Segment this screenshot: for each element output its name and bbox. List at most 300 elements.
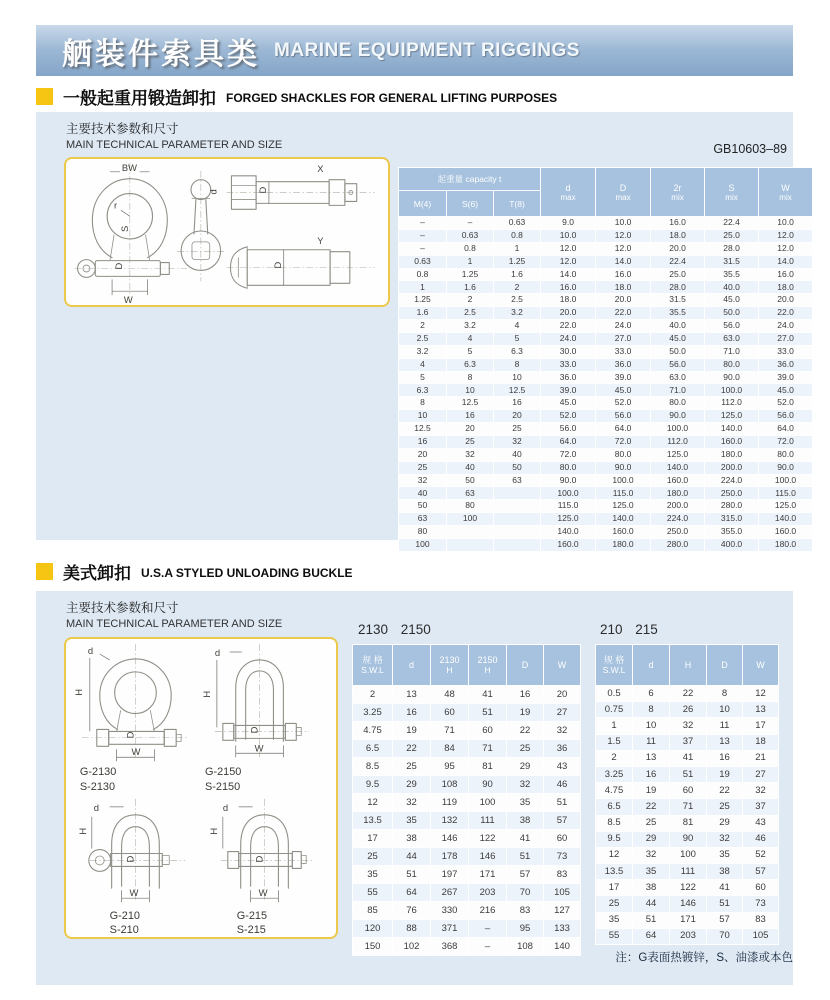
table-cell: 1: [494, 242, 541, 255]
table-cell: 37: [670, 734, 707, 750]
table-cell: 20.0: [541, 307, 596, 320]
table-cell: –: [399, 242, 447, 255]
table-cell: 100.0: [651, 423, 705, 436]
table-cell: 44: [393, 848, 431, 866]
surface-finish-note: 注：G表面热镀锌，S、油漆或本色: [615, 952, 793, 964]
table-cell: 13: [707, 734, 743, 750]
table-cell: 180.0: [596, 538, 651, 551]
table-cell: [447, 526, 494, 539]
table-cell: 31.5: [651, 294, 705, 307]
model-label: S-2150: [204, 780, 241, 793]
table-cell: 31.5: [705, 255, 759, 268]
table-cell: 0.8: [399, 268, 447, 281]
table-cell: 280.0: [705, 500, 759, 513]
table-cell: 55: [353, 884, 393, 902]
table-cell: 32: [544, 722, 581, 740]
table-cell: 6: [633, 686, 670, 702]
table3-header: [596, 645, 779, 686]
table-cell: 51: [393, 866, 431, 884]
banner-title-zh: 舾装件索具类: [62, 37, 260, 71]
standard-code: GB10603–89: [713, 142, 787, 156]
table-cell: 35.5: [651, 307, 705, 320]
table-cell: 315.0: [705, 513, 759, 526]
table1-body: [399, 217, 813, 552]
table-cell: 20: [399, 448, 447, 461]
table-cell: 100: [399, 538, 447, 551]
dim-label-x: X: [317, 163, 324, 174]
bolt-x-view: [227, 164, 375, 209]
table-cell: 84: [431, 740, 469, 758]
bow-shackle-front-view: [75, 163, 187, 305]
table-cell: 90.0: [705, 371, 759, 384]
table-row: [596, 928, 779, 944]
table-row: [399, 500, 813, 513]
table-cell: 12.0: [541, 255, 596, 268]
table-cell: 125.0: [759, 500, 813, 513]
table-cell: 71.0: [651, 384, 705, 397]
table-cell: 24.0: [596, 320, 651, 333]
table-row: [399, 320, 813, 333]
table-cell: 8.5: [596, 815, 633, 831]
table-cell: 20.0: [759, 294, 813, 307]
table-cell: 50.0: [651, 345, 705, 358]
table-row: [596, 750, 779, 766]
table2-body: [353, 686, 581, 956]
table-cell: 102: [393, 938, 431, 956]
table-cell: 16: [507, 686, 544, 704]
table-cell: 216: [469, 902, 507, 920]
col-header-H: H: [670, 645, 707, 686]
table-cell: 280.0: [651, 538, 705, 551]
dim-label-w: W: [254, 742, 264, 754]
section2-param-block: [66, 598, 282, 630]
dim-label-dia: D: [253, 855, 265, 863]
table-cell: 22: [707, 783, 743, 799]
table-cell: 21: [743, 750, 779, 766]
model-label: G-215: [236, 910, 268, 923]
table-cell: 32: [494, 435, 541, 448]
table-row: [399, 474, 813, 487]
table-cell: 13.5: [596, 864, 633, 880]
table-cell: 3.25: [353, 704, 393, 722]
table-row: [596, 702, 779, 718]
table-cell: 51: [707, 896, 743, 912]
table-cell: 37: [743, 799, 779, 815]
table-row: [596, 815, 779, 831]
table-cell: 160.0: [705, 435, 759, 448]
table-cell: 9.5: [353, 776, 393, 794]
table-cell: 133: [544, 920, 581, 938]
table-cell: 100.0: [759, 474, 813, 487]
table-cell: 19: [393, 722, 431, 740]
table-cell: 26: [670, 702, 707, 718]
table-cell: 14.0: [541, 268, 596, 281]
table-cell: 12.0: [596, 242, 651, 255]
table-cell: 39.0: [759, 371, 813, 384]
table-cell: 72.0: [759, 435, 813, 448]
table-cell: 25: [633, 815, 670, 831]
table2-header: [353, 645, 581, 686]
table-cell: 13.5: [353, 812, 393, 830]
table-row: [399, 371, 813, 384]
dim-label-s: S: [119, 225, 130, 232]
table-cell: 38: [507, 812, 544, 830]
table-cell: 5: [494, 332, 541, 345]
table-cell: 35: [353, 866, 393, 884]
table-cell: 18.0: [596, 281, 651, 294]
table-row: [596, 896, 779, 912]
table-cell: 35: [596, 912, 633, 928]
table-cell: 16.0: [651, 217, 705, 230]
table-cell: 140.0: [705, 423, 759, 436]
col-header-swl: 规 格 S.W.L: [353, 645, 393, 686]
table-cell: 51: [633, 912, 670, 928]
table-row: [399, 384, 813, 397]
section1-title-zh: 一般起重用锻造卸扣: [63, 89, 216, 108]
table-cell: 85: [353, 902, 393, 920]
dim-label-w: W: [258, 887, 268, 899]
table-cell: 29: [633, 831, 670, 847]
section2-drawing-box: [64, 637, 338, 939]
table-cell: 16: [447, 410, 494, 423]
table-row: [399, 423, 813, 436]
table-row: [399, 281, 813, 294]
table-cell: 57: [707, 912, 743, 928]
table-row: [399, 461, 813, 474]
table-cell: 12: [596, 847, 633, 863]
table-cell: 4: [399, 358, 447, 371]
dim-label-d-pin: d: [208, 189, 219, 195]
table-cell: 17: [353, 830, 393, 848]
table-cell: 13: [743, 702, 779, 718]
table-cell: 25: [507, 740, 544, 758]
table-cell: 8: [707, 686, 743, 702]
table-row: [353, 902, 581, 920]
table-cell: 25: [393, 758, 431, 776]
model-label: G-210: [109, 910, 140, 923]
table-cell: 80.0: [596, 448, 651, 461]
table-cell: 12: [743, 686, 779, 702]
table-cell: 40.0: [651, 320, 705, 333]
table-cell: 1.6: [494, 268, 541, 281]
table-a-caption: 2130 2150: [358, 622, 431, 637]
table-cell: 0.63: [447, 229, 494, 242]
table-row: [353, 848, 581, 866]
table-cell: 60: [743, 880, 779, 896]
table-cell: 46: [544, 776, 581, 794]
table-row: [399, 345, 813, 358]
table-cell: 197: [431, 866, 469, 884]
table-cell: –: [399, 229, 447, 242]
table-cell: 56.0: [759, 410, 813, 423]
table-b-caption: 210 215: [600, 622, 658, 637]
table-row: [596, 718, 779, 734]
table-cell: 100: [469, 794, 507, 812]
table-cell: 112.0: [651, 435, 705, 448]
table-cell: 73: [743, 896, 779, 912]
table-cell: 2: [353, 686, 393, 704]
table-cell: 22.0: [541, 320, 596, 333]
table-cell: 27.0: [596, 332, 651, 345]
table-cell: 64.0: [759, 423, 813, 436]
table-cell: 13: [393, 686, 431, 704]
table-cell: 18: [743, 734, 779, 750]
table-cell: 71: [431, 722, 469, 740]
table-cell: 400.0: [705, 538, 759, 551]
table-cell: 28.0: [651, 281, 705, 294]
table-cell: 100: [447, 513, 494, 526]
table-cell: 22.0: [759, 307, 813, 320]
dim-label-w: W: [129, 887, 139, 899]
table-row: [353, 920, 581, 938]
table-cell: 29: [507, 758, 544, 776]
table-cell: 32: [743, 783, 779, 799]
table-row: [596, 880, 779, 896]
table-cell: 2.5: [447, 307, 494, 320]
table-cell: 16: [393, 704, 431, 722]
table-cell: 35: [393, 812, 431, 830]
table-row: [353, 866, 581, 884]
table-cell: 90.0: [596, 461, 651, 474]
table-cell: 41: [507, 830, 544, 848]
table-cell: [494, 500, 541, 513]
table-row: [353, 812, 581, 830]
usa-shackle-table-2130-2150: [352, 644, 581, 956]
table-row: [596, 799, 779, 815]
table-row: [399, 513, 813, 526]
table-cell: 83: [544, 866, 581, 884]
table-cell: 10: [633, 718, 670, 734]
table-cell: 43: [544, 758, 581, 776]
table-cell: 40: [447, 461, 494, 474]
table-cell: 10: [707, 702, 743, 718]
page-banner: [36, 25, 793, 76]
table-cell: 4: [494, 320, 541, 333]
table-cell: 111: [469, 812, 507, 830]
table-cell: 48: [431, 686, 469, 704]
table-cell: 33.0: [541, 358, 596, 371]
table-row: [596, 686, 779, 702]
table-cell: 40: [494, 448, 541, 461]
table-cell: 25: [596, 896, 633, 912]
dim-label-d: d: [214, 646, 221, 658]
table-cell: 12.0: [759, 229, 813, 242]
table-cell: 20.0: [596, 294, 651, 307]
table3-body: [596, 686, 779, 945]
table-cell: 80.0: [651, 397, 705, 410]
table-row: [596, 783, 779, 799]
table-cell: 63.0: [705, 332, 759, 345]
table-row: [399, 435, 813, 448]
table-cell: 0.5: [596, 686, 633, 702]
table-cell: 52.0: [596, 397, 651, 410]
table-cell: 25: [494, 423, 541, 436]
table-cell: 19: [707, 766, 743, 782]
dim-label-w: W: [123, 295, 133, 305]
table-cell: 2.5: [399, 332, 447, 345]
table-cell: 1.5: [596, 734, 633, 750]
table-row: [596, 912, 779, 928]
table-cell: 119: [431, 794, 469, 812]
table-row: [353, 776, 581, 794]
table-cell: 108: [507, 938, 544, 956]
param-title-zh: 主要技术参数和尺寸: [66, 122, 179, 136]
table-row: [399, 294, 813, 307]
table-cell: 16: [399, 435, 447, 448]
table-row: [596, 831, 779, 847]
table-cell: 0.63: [494, 217, 541, 230]
section1-title-en: FORGED SHACKLES FOR GENERAL LIFTING PURPOSES: [226, 91, 558, 105]
table-cell: 25: [353, 848, 393, 866]
col-header-2130h: 2130 H: [431, 645, 469, 686]
table-cell: 180.0: [705, 448, 759, 461]
table-cell: 70: [507, 884, 544, 902]
table-cell: 95: [431, 758, 469, 776]
table-cell: 11: [707, 718, 743, 734]
table-cell: 70: [707, 928, 743, 944]
table-cell: 56.0: [651, 358, 705, 371]
table-cell: 12.0: [759, 242, 813, 255]
capacity-group-header: 起重量 capacity t: [399, 168, 541, 191]
col-header-swl: 规 格 S.W.L: [596, 645, 633, 686]
table-cell: 20: [447, 423, 494, 436]
table-cell: 22: [507, 722, 544, 740]
table-cell: 80.0: [705, 358, 759, 371]
table-cell: 12.5: [447, 397, 494, 410]
table-cell: 60: [670, 783, 707, 799]
table-cell: 2: [447, 294, 494, 307]
col-header-s6: S(6): [447, 191, 494, 217]
table-cell: 50: [494, 461, 541, 474]
table-cell: 2.5: [494, 294, 541, 307]
table-cell: 90: [670, 831, 707, 847]
table-cell: 56.0: [541, 423, 596, 436]
table-cell: 108: [431, 776, 469, 794]
table-row: [399, 268, 813, 281]
table-cell: 10: [494, 371, 541, 384]
table-cell: 36.0: [541, 371, 596, 384]
table-row: [353, 884, 581, 902]
col-header-m4: M(4): [399, 191, 447, 217]
col-header-d: d: [633, 645, 670, 686]
table-cell: 90.0: [651, 410, 705, 423]
table-cell: 57: [743, 864, 779, 880]
table-cell: 45.0: [596, 384, 651, 397]
table-cell: 60: [544, 830, 581, 848]
table-cell: 35: [633, 864, 670, 880]
yellow-square-bullet-icon: [36, 563, 53, 580]
table-cell: 100.0: [541, 487, 596, 500]
table-cell: 100.0: [596, 474, 651, 487]
table-cell: 63: [494, 474, 541, 487]
table-cell: 11: [633, 734, 670, 750]
table-cell: 60: [431, 704, 469, 722]
table-cell: 25: [399, 461, 447, 474]
table-cell: 76: [393, 902, 431, 920]
table-cell: 0.63: [399, 255, 447, 268]
table-cell: [447, 538, 494, 551]
table-cell: 200.0: [651, 500, 705, 513]
table-cell: 19: [507, 704, 544, 722]
table-cell: 5: [447, 345, 494, 358]
table-cell: 41: [707, 880, 743, 896]
table-cell: 35: [707, 847, 743, 863]
table-cell: 6.3: [494, 345, 541, 358]
table-cell: 18.0: [651, 229, 705, 242]
dim-label-d-boltx: D: [257, 186, 268, 194]
table-cell: 22: [393, 740, 431, 758]
table-cell: 32: [393, 794, 431, 812]
table-cell: 45.0: [651, 332, 705, 345]
section2-title-en: U.S.A STYLED UNLOADING BUCKLE: [141, 566, 353, 580]
table-cell: 80.0: [541, 461, 596, 474]
table-cell: 83: [743, 912, 779, 928]
table-cell: 38: [707, 864, 743, 880]
dim-label-h: H: [76, 827, 88, 835]
table-cell: 52: [743, 847, 779, 863]
table-row: [399, 397, 813, 410]
table-cell: 1.25: [447, 268, 494, 281]
table-cell: 180.0: [651, 487, 705, 500]
table-cell: 51: [544, 794, 581, 812]
param-title-zh: 主要技术参数和尺寸: [66, 601, 179, 615]
table-cell: 125.0: [596, 500, 651, 513]
table-cell: 81: [670, 815, 707, 831]
col-header-d: d max: [541, 168, 596, 217]
table-cell: 10: [447, 384, 494, 397]
table-cell: 160.0: [759, 526, 813, 539]
table-row: [596, 734, 779, 750]
table-cell: 146: [431, 830, 469, 848]
table-cell: 140.0: [759, 513, 813, 526]
table-cell: 355.0: [705, 526, 759, 539]
table-cell: 368: [431, 938, 469, 956]
table-cell: 30.0: [541, 345, 596, 358]
table-row: [399, 217, 813, 230]
table-cell: 32: [507, 776, 544, 794]
table-cell: 8: [447, 371, 494, 384]
table-cell: 39.0: [541, 384, 596, 397]
table-cell: 125.0: [541, 513, 596, 526]
table-cell: 52.0: [541, 410, 596, 423]
table-cell: 72.0: [541, 448, 596, 461]
table-cell: 27: [544, 704, 581, 722]
table-cell: 132: [431, 812, 469, 830]
dee-shackle-g215: [208, 799, 312, 936]
table-cell: 16.0: [541, 281, 596, 294]
table-cell: 63: [447, 487, 494, 500]
table-cell: 160.0: [541, 538, 596, 551]
table-cell: 19: [633, 783, 670, 799]
table-cell: 224.0: [705, 474, 759, 487]
table-cell: –: [399, 217, 447, 230]
table-cell: 22.0: [596, 307, 651, 320]
table-cell: 29: [393, 776, 431, 794]
table-row: [399, 538, 813, 551]
table-cell: 12.5: [399, 423, 447, 436]
table-cell: 24.0: [759, 320, 813, 333]
table-cell: 0.8: [494, 229, 541, 242]
table-cell: 14.0: [759, 255, 813, 268]
table-cell: 32: [399, 474, 447, 487]
table-row: [353, 794, 581, 812]
table-cell: 9.0: [541, 217, 596, 230]
table-cell: 12.5: [494, 384, 541, 397]
table-cell: 1.6: [399, 307, 447, 320]
table-cell: 1: [399, 281, 447, 294]
table-cell: 16: [494, 397, 541, 410]
model-label: S-215: [236, 923, 266, 936]
